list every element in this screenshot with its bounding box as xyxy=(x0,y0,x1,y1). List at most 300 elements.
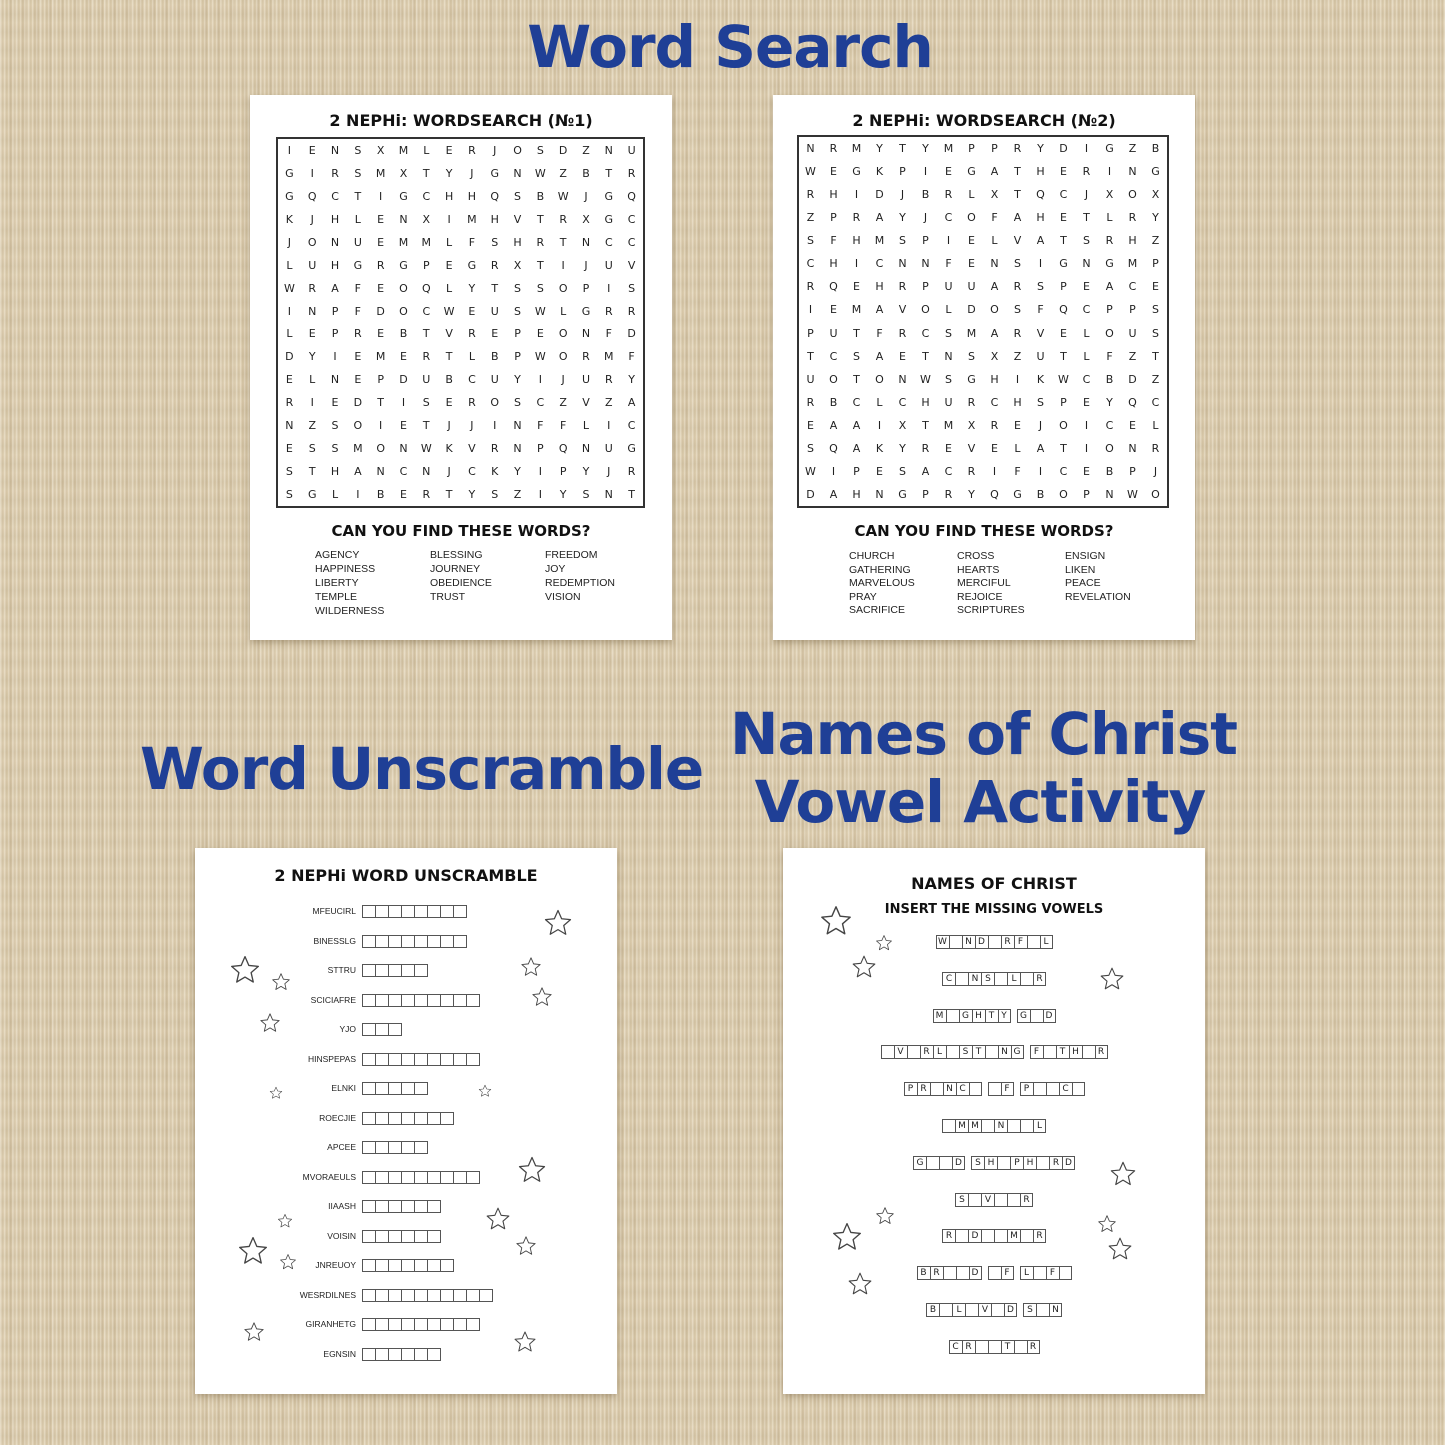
grid-letter: M xyxy=(398,143,409,157)
answer-box[interactable] xyxy=(388,1053,401,1066)
grid-letter: L xyxy=(1083,326,1090,340)
answer-box[interactable] xyxy=(414,1082,428,1095)
answer-boxes[interactable] xyxy=(362,994,480,1007)
answer-box[interactable] xyxy=(427,1112,440,1125)
answer-box[interactable] xyxy=(427,1289,440,1302)
answer-box[interactable] xyxy=(401,1259,414,1272)
wordlist-item: TEMPLE xyxy=(315,591,358,603)
grid-letter: Y xyxy=(468,281,476,295)
answer-box[interactable] xyxy=(388,1082,401,1095)
grid-letter: E xyxy=(1152,280,1159,294)
grid-letter: Q xyxy=(307,189,317,203)
grid-letter: P xyxy=(853,464,860,478)
answer-box[interactable] xyxy=(414,935,427,948)
answer-box[interactable] xyxy=(375,1112,388,1125)
grid-letter: C xyxy=(944,211,953,225)
answer-boxes[interactable] xyxy=(362,1171,480,1184)
answer-box[interactable] xyxy=(375,1141,388,1154)
vowel-blank-cell[interactable] xyxy=(1046,1082,1059,1096)
scrambled-word: VOISIN xyxy=(327,1230,356,1241)
vowel-blank-cell[interactable] xyxy=(1033,1266,1046,1280)
answer-box[interactable] xyxy=(401,935,414,948)
answer-box[interactable] xyxy=(362,1230,375,1243)
answer-box[interactable] xyxy=(362,1141,375,1154)
answer-boxes[interactable] xyxy=(362,935,467,948)
answer-box[interactable] xyxy=(414,1230,427,1243)
answer-box[interactable] xyxy=(427,1200,441,1213)
answer-box[interactable] xyxy=(440,1171,453,1184)
answer-box[interactable] xyxy=(414,1141,428,1154)
grid-letter: G xyxy=(852,165,861,179)
grid-letter: T xyxy=(422,166,430,180)
answer-box[interactable] xyxy=(427,1259,440,1272)
grid-letter: C xyxy=(1105,418,1114,432)
grid-letter: B xyxy=(536,189,545,203)
vowel-blank-cell[interactable] xyxy=(988,1082,1001,1096)
answer-box[interactable] xyxy=(362,1318,375,1331)
answer-box[interactable] xyxy=(414,1348,427,1361)
answer-box[interactable] xyxy=(427,994,440,1007)
vowel-blank-cell[interactable] xyxy=(946,1009,959,1023)
vowel-blank-cell[interactable] xyxy=(1072,1082,1085,1096)
vowel-blank-cell[interactable] xyxy=(968,1193,981,1207)
vowel-blank-cell[interactable] xyxy=(994,1193,1007,1207)
answer-box[interactable] xyxy=(440,994,453,1007)
vowel-blank-cell[interactable] xyxy=(994,1229,1007,1243)
grid-letter: C xyxy=(1059,188,1068,202)
vowel-blank-cell[interactable] xyxy=(946,1045,959,1059)
vowel-blank-cell[interactable] xyxy=(881,1045,894,1059)
grid-letter: M xyxy=(1127,257,1138,271)
vowel-blank-cell[interactable] xyxy=(930,1082,943,1096)
answer-boxes[interactable] xyxy=(362,1082,428,1095)
letter-cell: N xyxy=(994,1119,1007,1133)
grid-letter: E xyxy=(876,464,883,478)
star-icon xyxy=(847,1271,873,1297)
vowel-blank-cell[interactable] xyxy=(1014,1340,1027,1354)
answer-box[interactable] xyxy=(414,964,428,977)
grid-letter: S xyxy=(1014,303,1021,317)
answer-box[interactable] xyxy=(453,1318,466,1331)
grid-letter: H xyxy=(990,372,999,386)
grid-letter: P xyxy=(922,234,929,248)
answer-box[interactable] xyxy=(375,1318,388,1331)
grid-letter: P xyxy=(422,258,430,272)
grid-letter: H xyxy=(852,487,861,501)
grid-letter: R xyxy=(898,280,907,294)
vowel-blank-cell[interactable] xyxy=(981,1119,994,1133)
answer-box[interactable] xyxy=(440,1289,453,1302)
vowel-blank-cell[interactable] xyxy=(969,1082,982,1096)
answer-boxes[interactable] xyxy=(362,905,467,918)
answer-boxes[interactable] xyxy=(362,1112,454,1125)
answer-box[interactable] xyxy=(401,1318,414,1331)
answer-box[interactable] xyxy=(401,1171,414,1184)
grid-letter: A xyxy=(829,487,838,501)
answer-box[interactable] xyxy=(362,1082,375,1095)
grid-letter: T xyxy=(536,212,544,226)
grid-letter: G xyxy=(1105,257,1114,271)
grid-letter: Y xyxy=(1106,395,1113,409)
answer-box[interactable] xyxy=(375,1289,388,1302)
heading-names-line2: Vowel Activity xyxy=(754,768,1206,836)
vowel-blank-cell[interactable] xyxy=(939,1156,952,1170)
grid-letter: R xyxy=(852,211,861,225)
scrambled-word: APCEE xyxy=(327,1142,356,1152)
answer-box[interactable] xyxy=(440,1112,454,1125)
answer-box[interactable] xyxy=(375,1053,388,1066)
answer-box[interactable] xyxy=(427,1318,440,1331)
answer-box[interactable] xyxy=(375,1230,388,1243)
grid-letter: P xyxy=(807,326,814,340)
grid-letter: M xyxy=(874,234,885,248)
answer-box[interactable] xyxy=(414,1318,427,1331)
grid-letter: B xyxy=(445,373,453,387)
grid-letter: S xyxy=(899,234,906,248)
star-icon xyxy=(1097,1214,1117,1234)
answer-box[interactable] xyxy=(362,1171,375,1184)
grid-letter: A xyxy=(921,464,930,478)
answer-box[interactable] xyxy=(401,1230,414,1243)
answer-box[interactable] xyxy=(453,1289,466,1302)
answer-box[interactable] xyxy=(362,994,375,1007)
grid-letter: E xyxy=(807,418,814,432)
grid-letter: T xyxy=(1014,165,1021,179)
grid-letter: C xyxy=(422,304,431,318)
letter-cell: F xyxy=(1001,1082,1014,1096)
letter-cell: D xyxy=(975,935,988,949)
answer-boxes[interactable] xyxy=(362,1230,441,1243)
grid-letter: T xyxy=(1083,211,1090,225)
answer-box[interactable] xyxy=(466,1171,480,1184)
grid-letter: I xyxy=(447,212,451,226)
grid-letter: A xyxy=(990,165,999,179)
vowel-blank-cell[interactable] xyxy=(1033,1082,1046,1096)
vowel-blank-cell[interactable] xyxy=(955,972,968,986)
answer-box[interactable] xyxy=(388,905,401,918)
answer-box[interactable] xyxy=(388,964,401,977)
grid-letter: H xyxy=(852,234,861,248)
vowel-blank-cell[interactable] xyxy=(907,1045,920,1059)
vowel-blank-cell[interactable] xyxy=(956,1266,969,1280)
answer-box[interactable] xyxy=(427,1171,440,1184)
grid-letter: R xyxy=(1013,326,1022,340)
answer-box[interactable] xyxy=(362,1053,375,1066)
answer-box[interactable] xyxy=(388,994,401,1007)
answer-box[interactable] xyxy=(388,1023,402,1036)
vowel-blank-cell[interactable] xyxy=(1043,1045,1056,1059)
scrambled-word: BINESSLG xyxy=(313,935,356,946)
grid-letter: J xyxy=(584,258,588,272)
answer-box[interactable] xyxy=(453,1053,466,1066)
answer-box[interactable] xyxy=(388,1348,401,1361)
answer-box[interactable] xyxy=(466,1289,479,1302)
answer-boxes[interactable] xyxy=(362,964,428,977)
answer-box[interactable] xyxy=(440,1259,454,1272)
vowel-blank-cell[interactable] xyxy=(1030,1009,1043,1023)
grid-letter: G xyxy=(353,258,363,272)
answer-box[interactable] xyxy=(388,1200,401,1213)
answer-box[interactable] xyxy=(440,1318,453,1331)
vowel-blank-cell[interactable] xyxy=(1020,1119,1033,1133)
grid-letter: D xyxy=(627,327,636,341)
wordsearch-2-grid xyxy=(797,135,1169,508)
grid-letter: E xyxy=(968,234,975,248)
answer-box[interactable] xyxy=(388,1259,401,1272)
vowel-blank-cell[interactable] xyxy=(975,1340,988,1354)
grid-letter: X xyxy=(1105,188,1114,202)
answer-box[interactable] xyxy=(362,1200,375,1213)
vowel-blank-cell[interactable] xyxy=(943,1266,956,1280)
grid-letter: R xyxy=(490,442,499,456)
vowel-blank-cell[interactable] xyxy=(1020,1229,1033,1243)
vowel-blank-cell[interactable] xyxy=(1036,1156,1049,1170)
answer-box[interactable] xyxy=(362,1112,375,1125)
grid-letter: Y xyxy=(1037,142,1044,156)
grid-letter: L xyxy=(423,143,430,157)
answer-box[interactable] xyxy=(375,1023,388,1036)
answer-box[interactable] xyxy=(375,1171,388,1184)
grid-letter: B xyxy=(490,350,499,364)
grid-letter: S xyxy=(536,281,544,295)
answer-box[interactable] xyxy=(401,994,414,1007)
answer-box[interactable] xyxy=(401,1082,414,1095)
grid-letter: I xyxy=(401,396,406,410)
answer-box[interactable] xyxy=(453,994,466,1007)
answer-box[interactable] xyxy=(375,935,388,948)
grid-letter: M xyxy=(943,142,954,156)
wordsearch-1-grid xyxy=(276,137,645,508)
vowel-blank-cell[interactable] xyxy=(955,1229,968,1243)
vowel-blank-cell[interactable] xyxy=(991,1303,1004,1317)
answer-box[interactable] xyxy=(466,1053,480,1066)
vowel-blank-cell[interactable] xyxy=(981,1229,994,1243)
wordsearch-1-find-title: CAN YOU FIND THESE WORDS? xyxy=(331,522,591,540)
grid-letter: N xyxy=(308,304,317,318)
grid-letter: R xyxy=(806,395,815,409)
grid-letter: H xyxy=(829,188,838,202)
grid-letter: N xyxy=(898,372,907,386)
grid-letter: N xyxy=(422,465,431,479)
answer-box[interactable] xyxy=(362,1289,375,1302)
answer-box[interactable] xyxy=(414,1053,427,1066)
answer-box[interactable] xyxy=(401,964,414,977)
answer-box[interactable] xyxy=(375,1082,388,1095)
vowel-blank-cell[interactable] xyxy=(988,1340,1001,1354)
answer-boxes[interactable] xyxy=(362,1023,402,1036)
answer-box[interactable] xyxy=(362,1259,375,1272)
vowel-blank-cell[interactable] xyxy=(1007,1119,1020,1133)
vowel-blank-cell[interactable] xyxy=(1059,1266,1072,1280)
letter-cell: N xyxy=(1049,1303,1062,1317)
answer-box[interactable] xyxy=(362,1023,375,1036)
vowel-blank-cell[interactable] xyxy=(1007,1193,1020,1207)
answer-box[interactable] xyxy=(375,1259,388,1272)
answer-box[interactable] xyxy=(440,1053,453,1066)
grid-letter: C xyxy=(536,396,545,410)
grid-letter: O xyxy=(376,442,385,456)
vowel-blank-cell[interactable] xyxy=(1082,1045,1095,1059)
answer-boxes[interactable] xyxy=(362,1259,454,1272)
answer-box[interactable] xyxy=(375,994,388,1007)
grid-letter: R xyxy=(468,143,476,157)
wordlist-item: MARVELOUS xyxy=(849,577,915,589)
vowel-blank-cell[interactable] xyxy=(1036,1303,1049,1317)
answer-box[interactable] xyxy=(388,1230,401,1243)
vowel-blank-cell[interactable] xyxy=(926,1156,939,1170)
vowel-blank-cell[interactable] xyxy=(965,1303,978,1317)
grid-letter: B xyxy=(1151,142,1160,156)
name-word xyxy=(904,1082,982,1096)
answer-box[interactable] xyxy=(388,1318,401,1331)
answer-box[interactable] xyxy=(401,1348,414,1361)
answer-box[interactable] xyxy=(388,1289,401,1302)
grid-letter: I xyxy=(808,303,813,317)
answer-box[interactable] xyxy=(414,1289,427,1302)
answer-box[interactable] xyxy=(453,1171,466,1184)
grid-letter: D xyxy=(558,143,568,157)
answer-box[interactable] xyxy=(414,905,427,918)
name-word xyxy=(917,1266,982,1280)
grid-letter: D xyxy=(353,396,363,410)
answer-box[interactable] xyxy=(466,994,480,1007)
vowel-blank-cell[interactable] xyxy=(939,1303,952,1317)
answer-box[interactable] xyxy=(427,1230,441,1243)
grid-letter: O xyxy=(829,372,838,386)
answer-box[interactable] xyxy=(362,1348,375,1361)
grid-letter: C xyxy=(1128,280,1137,294)
grid-letter: P xyxy=(899,165,906,179)
answer-box[interactable] xyxy=(401,1289,414,1302)
grid-letter: J xyxy=(1153,464,1158,478)
name-word xyxy=(936,935,1053,949)
grid-letter: K xyxy=(875,165,884,179)
grid-letter: Q xyxy=(829,280,838,294)
answer-box[interactable] xyxy=(362,964,375,977)
answer-box[interactable] xyxy=(427,1053,440,1066)
grid-letter: P xyxy=(968,142,975,156)
answer-box[interactable] xyxy=(401,1141,414,1154)
grid-letter: F xyxy=(1106,349,1113,363)
answer-boxes[interactable] xyxy=(362,1141,428,1154)
answer-box[interactable] xyxy=(479,1289,493,1302)
answer-boxes[interactable] xyxy=(362,1318,480,1331)
answer-box[interactable] xyxy=(388,1141,401,1154)
answer-box[interactable] xyxy=(453,905,467,918)
answer-box[interactable] xyxy=(401,1053,414,1066)
grid-letter: I xyxy=(854,188,859,202)
letter-cell: N xyxy=(943,1082,956,1096)
vowel-blank-cell[interactable] xyxy=(994,972,1007,986)
answer-box[interactable] xyxy=(414,1200,427,1213)
answer-box[interactable] xyxy=(427,905,440,918)
answer-boxes[interactable] xyxy=(362,1348,441,1361)
grid-letter: Y xyxy=(968,487,975,501)
grid-letter: R xyxy=(376,258,385,272)
grid-letter: V xyxy=(513,212,522,226)
answer-box[interactable] xyxy=(427,935,440,948)
grid-letter: Z xyxy=(513,488,522,502)
wordlist-item: VISION xyxy=(545,591,581,603)
answer-box[interactable] xyxy=(375,905,388,918)
answer-box[interactable] xyxy=(375,1348,388,1361)
answer-box[interactable] xyxy=(375,1200,388,1213)
answer-box[interactable] xyxy=(362,935,375,948)
answer-box[interactable] xyxy=(401,1200,414,1213)
answer-boxes[interactable] xyxy=(362,1289,493,1302)
answer-box[interactable] xyxy=(388,935,401,948)
answer-box[interactable] xyxy=(453,935,467,948)
grid-letter: R xyxy=(1151,441,1160,455)
grid-letter: O xyxy=(875,372,884,386)
grid-letter: T xyxy=(354,189,362,203)
answer-box[interactable] xyxy=(401,905,414,918)
grid-letter: A xyxy=(829,418,838,432)
answer-box[interactable] xyxy=(466,1318,480,1331)
grid-letter: C xyxy=(1151,395,1160,409)
answer-box[interactable] xyxy=(414,1112,427,1125)
vowel-blank-cell[interactable] xyxy=(1027,935,1040,949)
answer-box[interactable] xyxy=(375,964,388,977)
grid-letter: Y xyxy=(876,142,883,156)
grid-letter: J xyxy=(493,143,497,157)
wordsearch-sheet-2 xyxy=(773,95,1195,640)
answer-box[interactable] xyxy=(414,994,427,1007)
unscramble-row xyxy=(195,1289,617,1303)
grid-letter: E xyxy=(991,441,998,455)
grid-letter: O xyxy=(1105,326,1114,340)
scrambled-word: GIRANHETG xyxy=(305,1319,356,1329)
vowel-blank-cell[interactable] xyxy=(985,1045,998,1059)
vowel-blank-cell[interactable] xyxy=(988,935,1001,949)
letter-cell: N xyxy=(968,972,981,986)
letter-cell: C xyxy=(942,972,955,986)
grid-letter: I xyxy=(561,258,565,272)
grid-letter: F xyxy=(945,257,952,271)
answer-box[interactable] xyxy=(388,1171,401,1184)
letter-cell: M xyxy=(933,1009,946,1023)
answer-box[interactable] xyxy=(414,1259,427,1272)
vowel-blank-cell[interactable] xyxy=(1020,972,1033,986)
grid-letter: X xyxy=(898,418,907,432)
grid-letter: T xyxy=(853,326,860,340)
answer-box[interactable] xyxy=(362,905,375,918)
grid-letter: M xyxy=(943,418,954,432)
grid-letter: S xyxy=(491,235,499,249)
name-row xyxy=(783,1009,1205,1023)
grid-letter: C xyxy=(852,395,861,409)
vowel-blank-cell[interactable] xyxy=(949,935,962,949)
answer-box[interactable] xyxy=(401,1112,414,1125)
name-word xyxy=(926,1303,1017,1317)
star-icon xyxy=(269,1086,283,1100)
grid-letter: I xyxy=(1084,441,1089,455)
vowel-blank-cell[interactable] xyxy=(988,1266,1001,1280)
answer-box[interactable] xyxy=(414,1171,427,1184)
answer-box[interactable] xyxy=(440,935,453,948)
grid-letter: I xyxy=(310,166,314,180)
answer-box[interactable] xyxy=(427,1348,441,1361)
grid-letter: D xyxy=(875,188,884,202)
grid-letter: H xyxy=(330,465,340,479)
answer-box[interactable] xyxy=(440,905,453,918)
answer-box[interactable] xyxy=(388,1112,401,1125)
answer-boxes[interactable] xyxy=(362,1053,480,1066)
grid-letter: L xyxy=(1014,441,1021,455)
answer-boxes[interactable] xyxy=(362,1200,441,1213)
vowel-blank-cell[interactable] xyxy=(942,1119,955,1133)
vowel-blank-cell[interactable] xyxy=(997,1156,1010,1170)
